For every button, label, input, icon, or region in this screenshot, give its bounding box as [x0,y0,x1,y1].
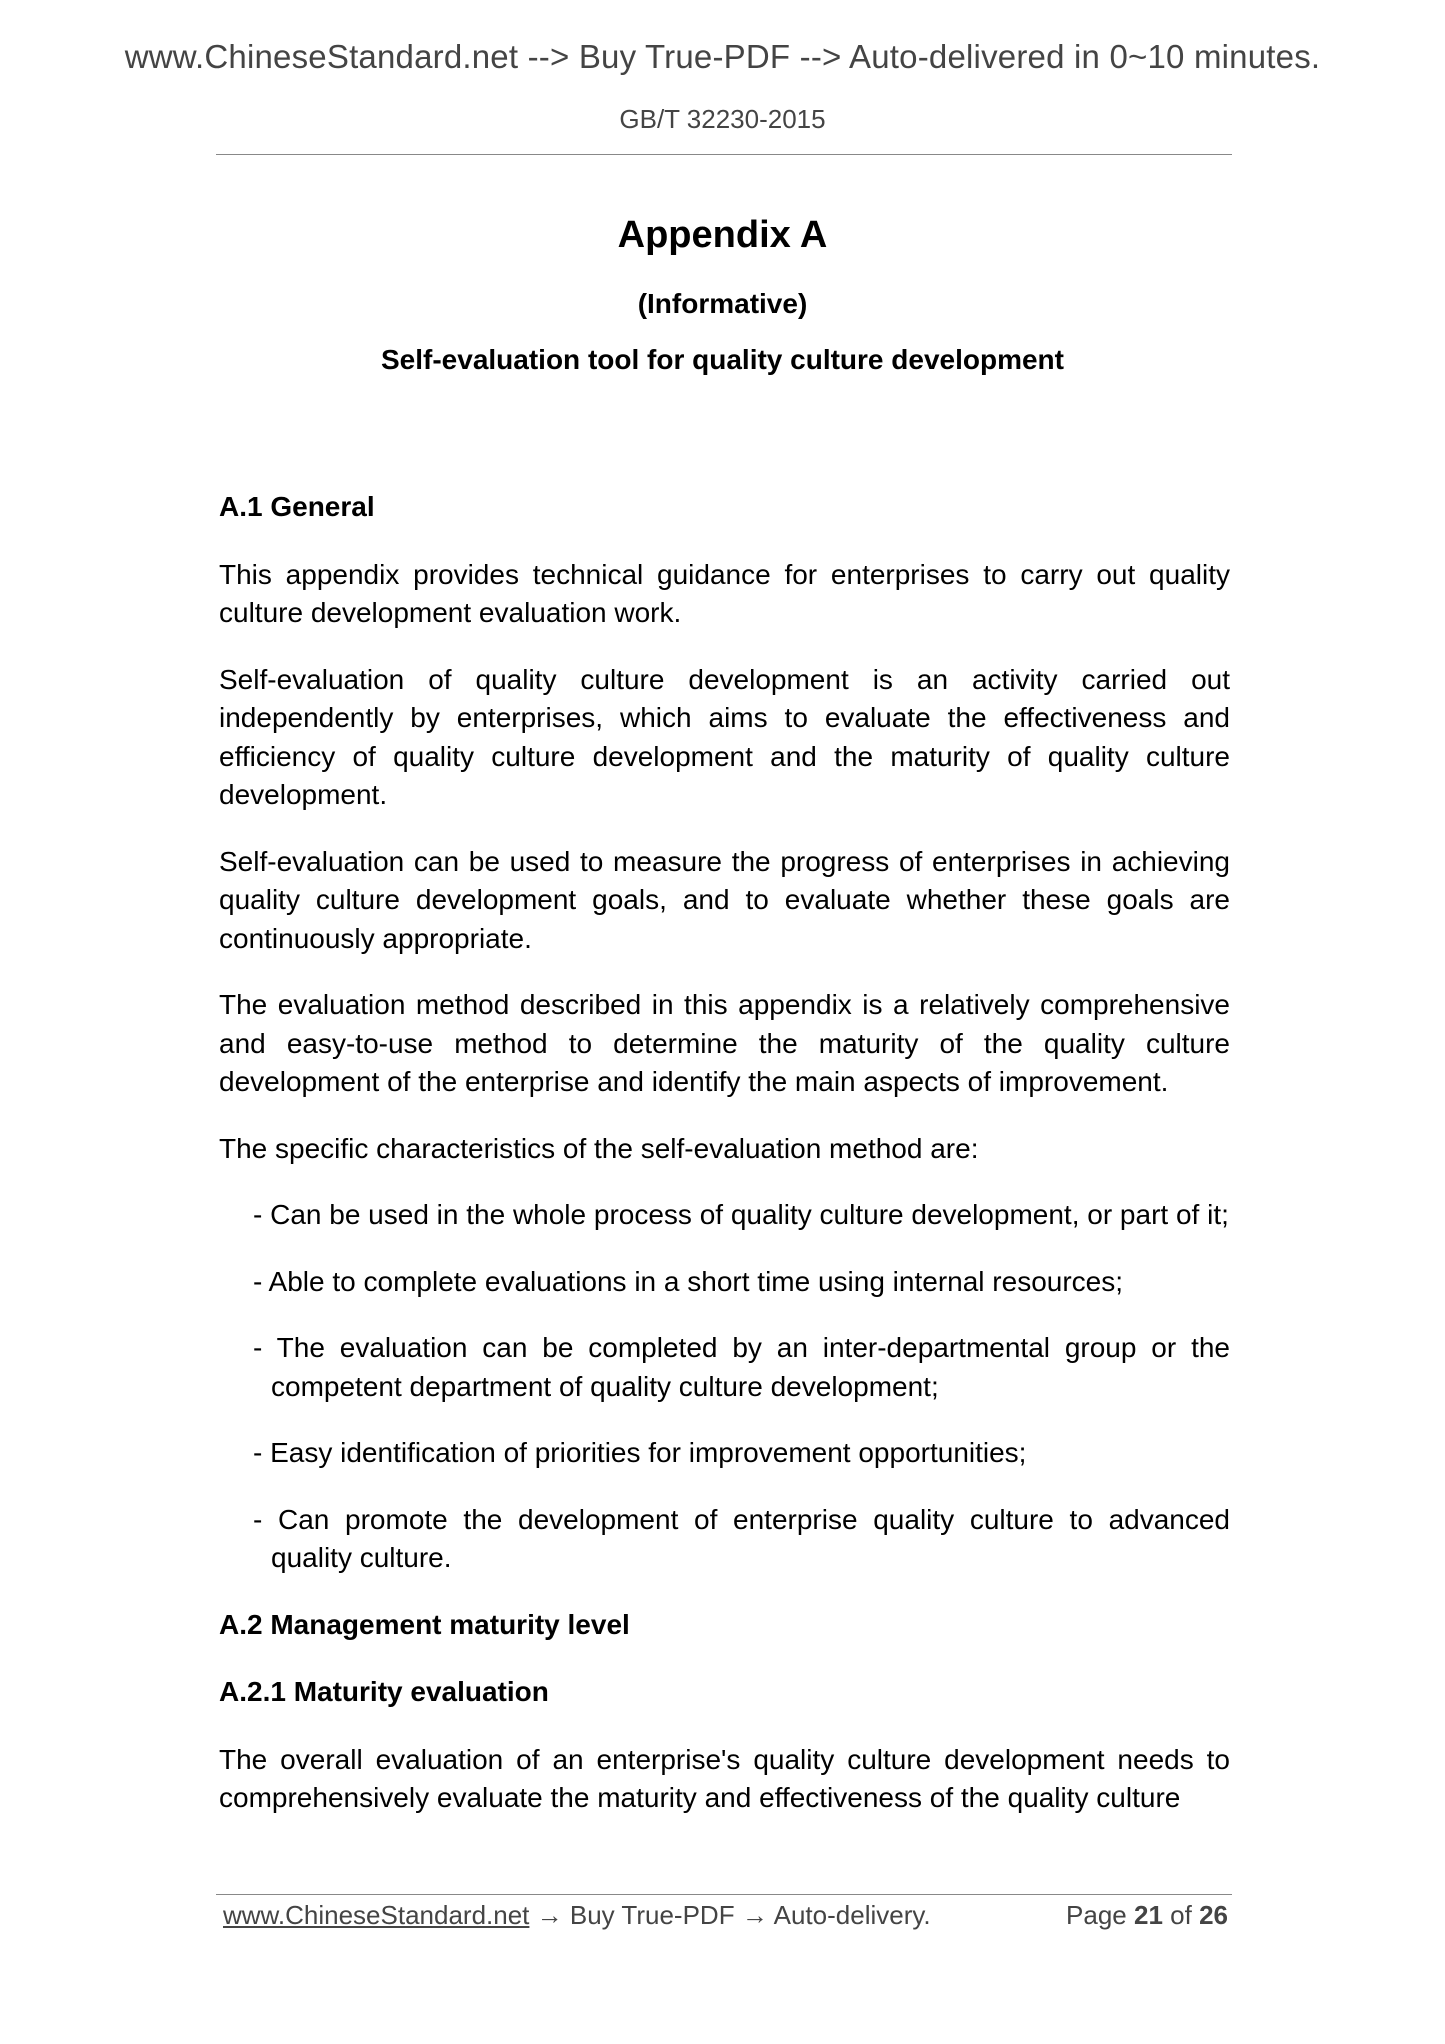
total-pages: 26 [1199,1900,1228,1930]
top-banner: www.ChineseStandard.net --> Buy True-PDF --> Auto-delivered in 0~10 minutes. [124,38,1321,75]
list-item: - Can promote the development of enterprise quality culture to advanced quality culture. [253,1503,1230,1573]
list-item: - The evaluation can be completed by an inter-departmental group or the competent department of quality culture development; [253,1332,1230,1402]
of-label: of [1170,1900,1192,1930]
footer-delivery-text: Auto-delivery. [773,1900,931,1930]
appendix-type: (Informative) [637,288,808,319]
footer-link[interactable]: www.ChineseStandard.net [223,1900,530,1930]
section-heading-a1: A.1 General [219,491,375,522]
current-page: 21 [1134,1900,1163,1930]
footer-buy-text: Buy True-PDF [569,1900,735,1930]
paragraph: The overall evaluation of an enterprise's quality culture development needs to comprehensively evaluate the maturity and effectiveness of the quality culture [219,1743,1230,1813]
list-item: - Easy identification of priorities for improvement opportunities; [253,1437,1027,1468]
paragraph: The specific characteristics of the self-evaluation method are: [219,1132,979,1164]
page-number [1066,1900,1228,1931]
list-item: - Can be used in the whole process of quality culture development, or part of it; [253,1199,1229,1230]
standard-code: GB/T 32230-2015 [619,104,826,134]
paragraph: The evaluation method described in this appendix is a relatively comprehensive and easy-to-use method to determine the maturity of the quality culture development of the enterprise and identify the main aspects of improvement. [219,989,1230,1097]
paragraph: Self-evaluation of quality culture development is an activity carried out independently by enterprises, which aims to evaluate the effectiveness and efficiency of quality culture development and the maturity of quality culture development. [219,663,1230,810]
paragraph: Self-evaluation can be used to measure the progress of enterprises in achieving quality culture development goals, and to evaluate whether these goals are continuously appropriate. [219,845,1230,954]
paragraph: This appendix provides technical guidance for enterprises to carry out quality culture development evaluation work. [219,558,1230,628]
footer-divider [216,1894,1232,1895]
characteristics-list [219,1196,1230,1578]
section-heading-a21: A.2.1 Maturity evaluation [219,1676,549,1707]
arrow-icon: → [536,1900,563,1930]
header-divider [216,154,1232,155]
document-body [219,488,1230,1846]
page-label: Page [1066,1900,1127,1930]
list-item: - Able to complete evaluations in a short time using internal resources; [253,1265,1124,1297]
footer-left [223,1900,931,1931]
arrow-icon: → [741,1900,768,1930]
appendix-title: Appendix A [617,214,828,256]
section-heading-a2: A.2 Management maturity level [219,1608,630,1640]
appendix-subtitle: Self-evaluation tool for quality culture development [381,344,1064,375]
